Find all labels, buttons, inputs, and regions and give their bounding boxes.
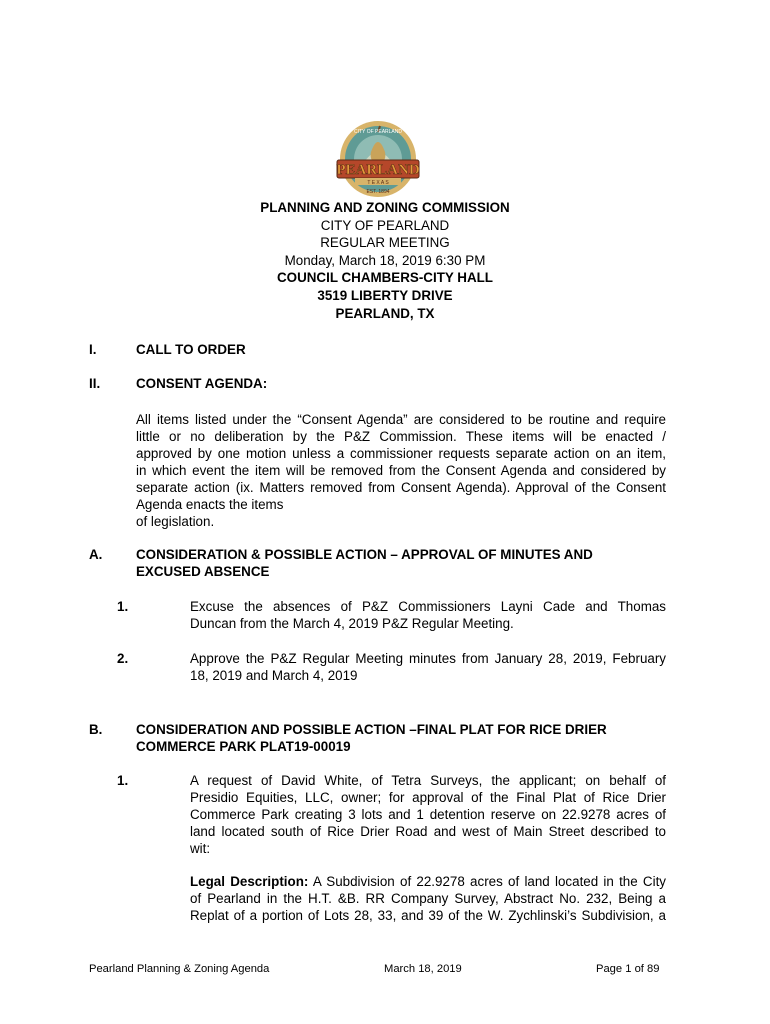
header-commission: PLANNING AND ZONING COMMISSION xyxy=(260,200,510,215)
subitem-number: 1. xyxy=(117,773,129,788)
header-location: COUNCIL CHAMBERS-CITY HALL xyxy=(277,270,493,286)
section-number: I. xyxy=(89,342,97,357)
seal-est-text: EST. 1894 xyxy=(366,189,390,195)
item-a1-text: Excuse the absences of P&Z Commissioners Layni Cade and Thomas Duncan from the March 4, 2019 P&Z Regular Meeting. xyxy=(190,599,666,631)
section-title-consent-agenda: CONSENT AGENDA: xyxy=(136,376,268,391)
footer-date: March 18, 2019 xyxy=(384,963,462,975)
subitem-number: 2. xyxy=(117,651,129,666)
consent-agenda-paragraph: All items listed under the “Consent Agenda” are considered to be routine and require little or no deliberation by the P&Z Commission. These items will be enacted / approved by one motion unless a commissioner requests separate action on an item, in which event the item will be removed from the Consent Agenda and considered by separate action (ix. Matters removed from Consent Agenda). Approval of the Consent Agenda enacts the items of legislation. xyxy=(136,412,666,529)
section-number: II. xyxy=(89,376,101,391)
item-b1-text: A request of David White, of Tetra Surveys, the applicant; on behalf of Presidio Equities, LLC, owner; for approval of the Final Plat of Rice Drier Commerce Park creating 3 lots and 1 detention reserve on 22.9278 acres of land located south of Rice Drier Road and west of Main Street described to wit: xyxy=(190,773,666,856)
seal-name-text: PEARLAND xyxy=(336,162,420,178)
item-a-title: CONSIDERATION & POSSIBLE ACTION – APPROVAL OF MINUTES AND EXCUSED ABSENCE xyxy=(136,547,593,579)
header-city: CITY OF PEARLAND xyxy=(320,217,450,233)
header-date-time: Monday, March 18, 2019 6:30 PM xyxy=(284,252,486,268)
section-title-call-to-order: CALL TO ORDER xyxy=(136,342,246,357)
header-address: 3519 LIBERTY DRIVE xyxy=(317,287,453,303)
seal-ring-text: CITY OF PEARLAND xyxy=(354,129,402,135)
legal-description: Legal Description: A Subdivision of 22.9278 acres of land located in the City of Pearland in the H.T. &B. RR Company Survey, Abstract No. 232, Being a Replat of a portion of Lots 28, 33, and 39 of the W. Zychlinski’s Subdivision, a xyxy=(190,874,666,923)
header-meeting-type: REGULAR MEETING xyxy=(320,235,450,251)
item-letter: B. xyxy=(89,722,103,737)
legal-description-label: Legal Description: xyxy=(190,874,309,889)
city-of-pearland-seal xyxy=(335,118,421,204)
subitem-number: 1. xyxy=(117,599,129,614)
meeting-header xyxy=(0,199,770,322)
seal-state-text: T E X A S xyxy=(367,180,389,186)
item-a2-text: Approve the P&Z Regular Meeting minutes from January 28, 2019, February 18, 2019 and March 4, 2019 xyxy=(190,651,666,683)
item-b-title: CONSIDERATION AND POSSIBLE ACTION –FINAL PLAT FOR RICE DRIER COMMERCE PARK PLAT19-00019 xyxy=(136,722,607,754)
footer-page-number: Page 1 of 89 xyxy=(596,963,660,975)
item-letter: A. xyxy=(89,547,103,562)
header-city-state: PEARLAND, TX xyxy=(335,305,435,321)
footer-agenda-title: Pearland Planning & Zoning Agenda xyxy=(89,963,270,975)
